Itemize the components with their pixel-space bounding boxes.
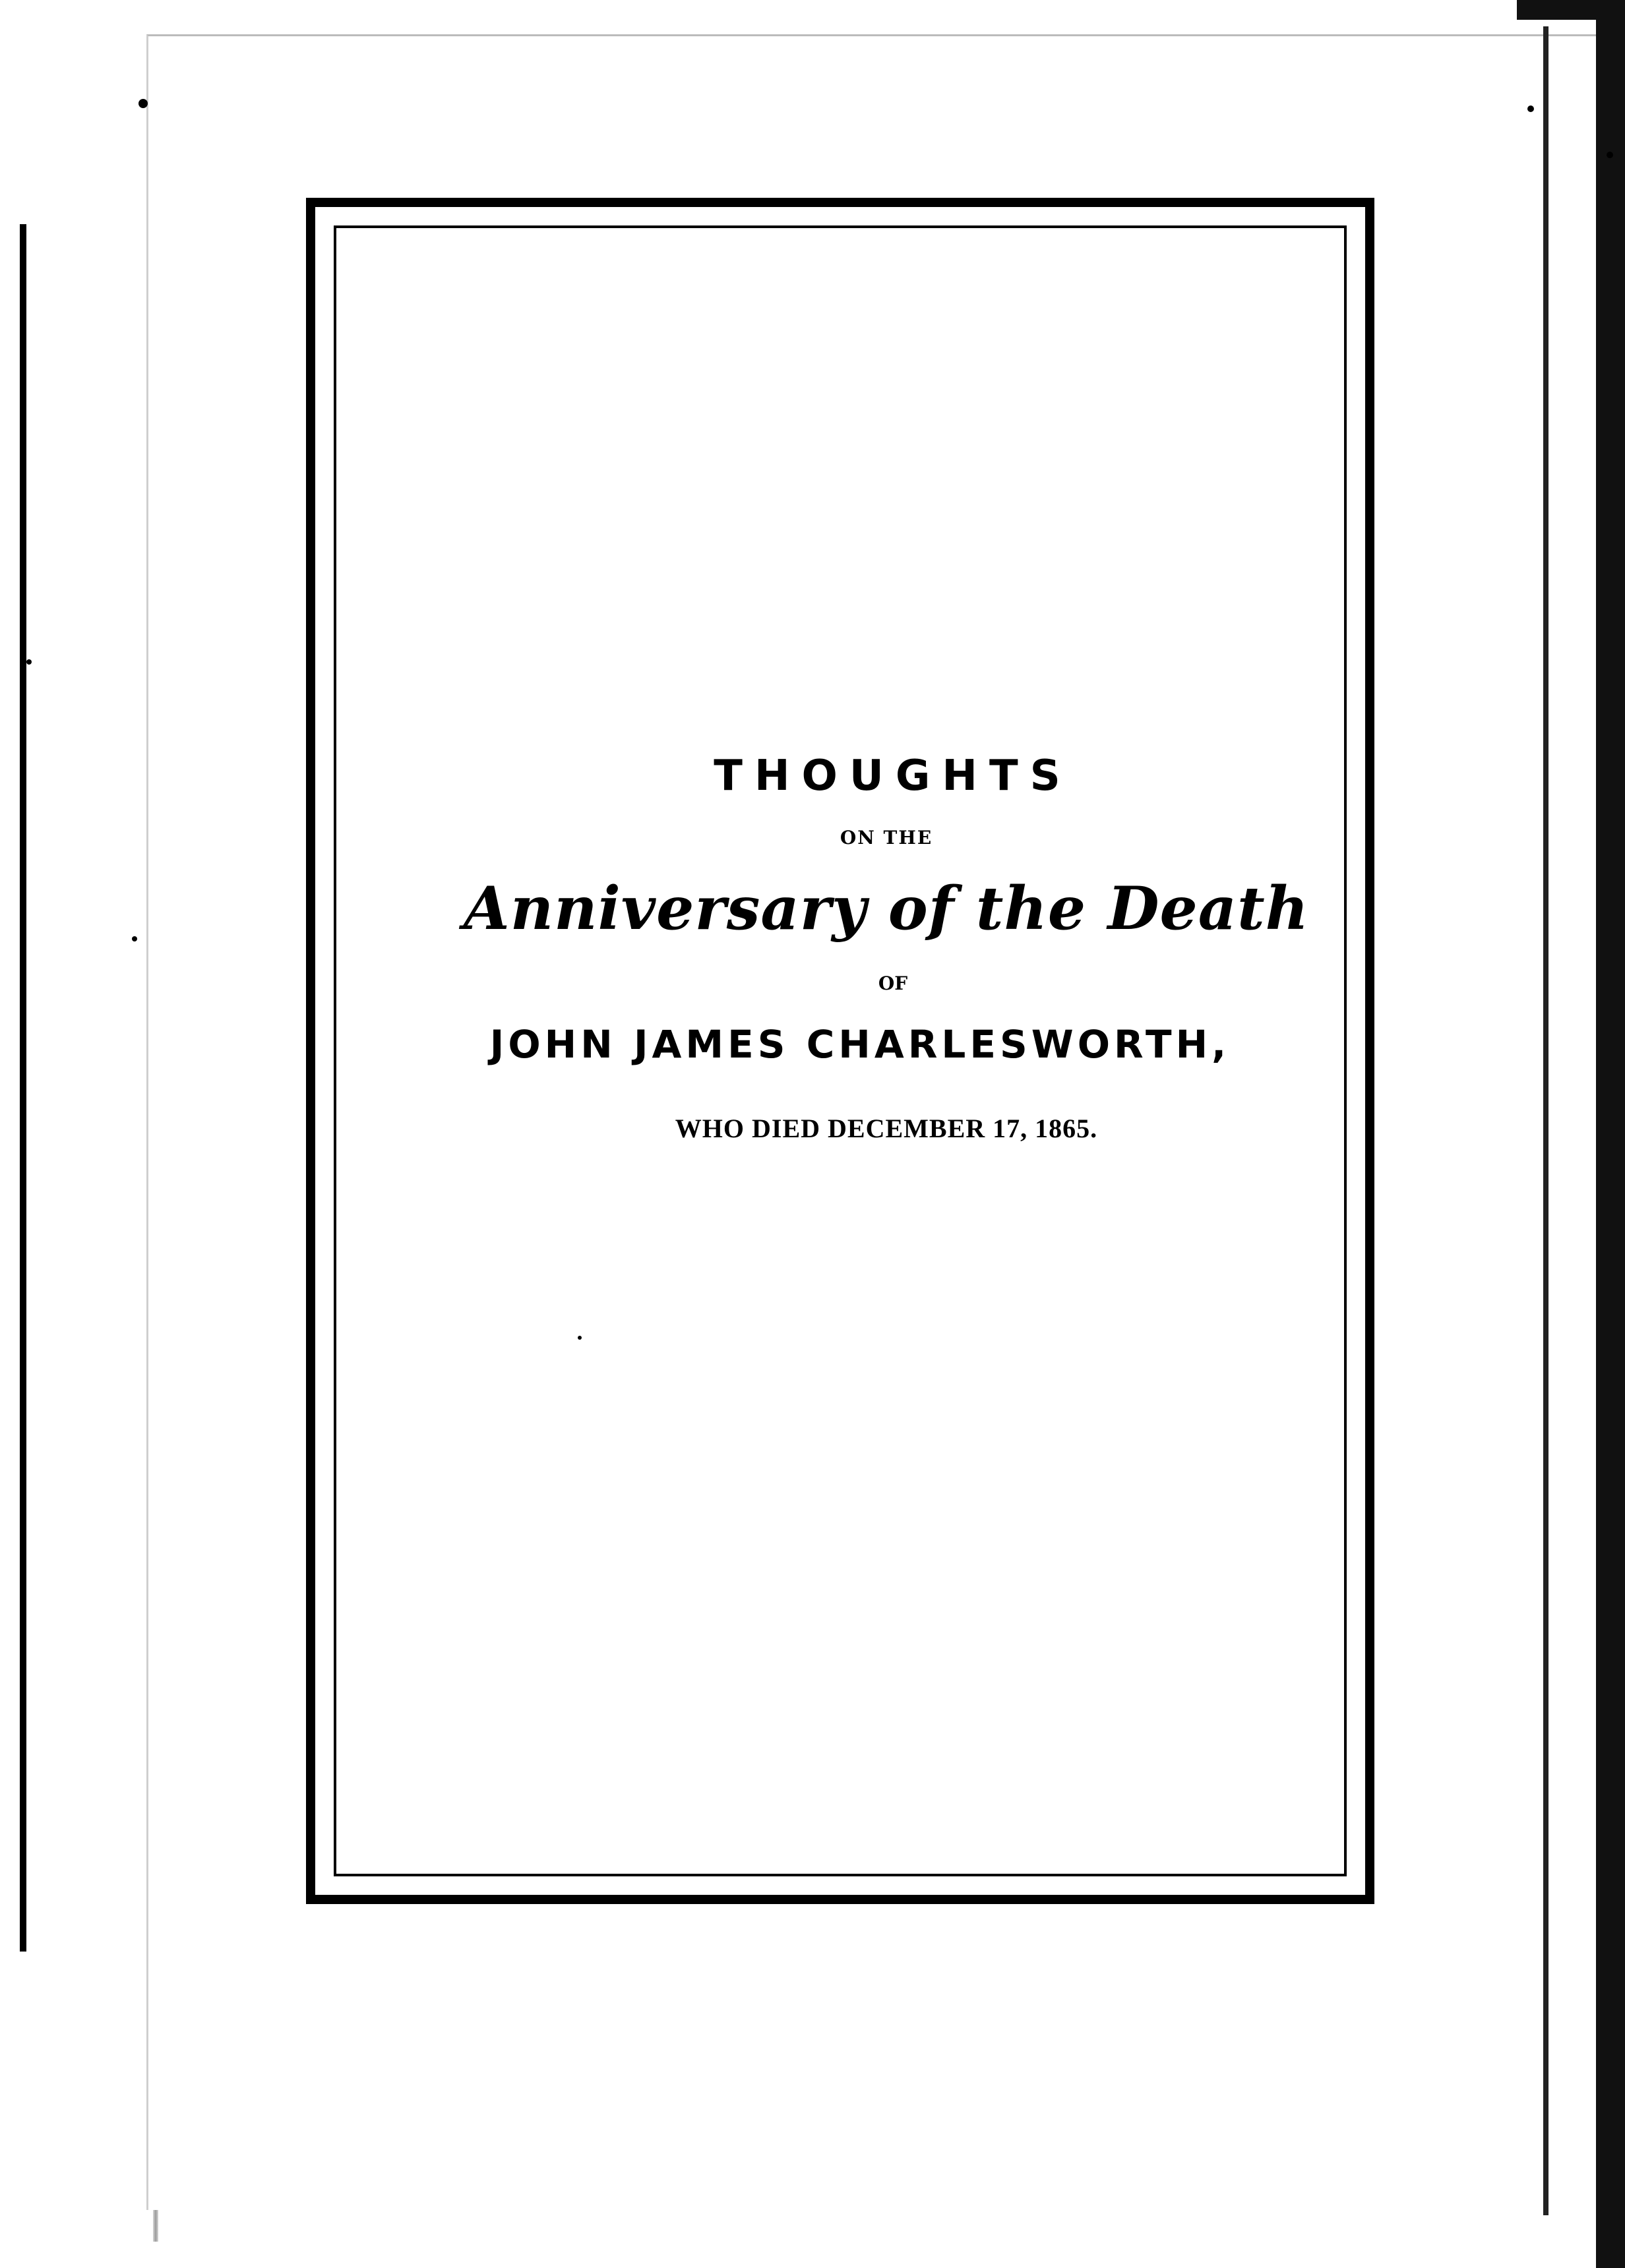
- left-page-frame-edge: [0, 224, 26, 1952]
- title-page-text: [315, 752, 1365, 1144]
- title-death-date: WHO DIED DECEMBER 17, 1865.: [675, 1114, 1098, 1143]
- scan-speck: [1607, 152, 1613, 158]
- title-name: JOHN JAMES CHARLESWORTH,: [489, 1022, 1231, 1067]
- scan-speck: [578, 1336, 582, 1340]
- scan-speck: [26, 659, 32, 665]
- left-page-fragment: [0, 26, 158, 2242]
- title-of: OF: [878, 972, 908, 994]
- title-anniversary: Anniversary of the Death: [463, 874, 1310, 943]
- scan-speck: [138, 99, 148, 108]
- title-thoughts: THOUGHTS: [714, 752, 1072, 800]
- scan-speck: [1527, 105, 1534, 112]
- page-right-edge: [1543, 26, 1548, 2215]
- scan-speck: [132, 936, 137, 941]
- title-on-the: ON THE: [840, 827, 933, 849]
- scan-edge-top: [1517, 0, 1625, 20]
- scan-edge: [1596, 0, 1625, 2268]
